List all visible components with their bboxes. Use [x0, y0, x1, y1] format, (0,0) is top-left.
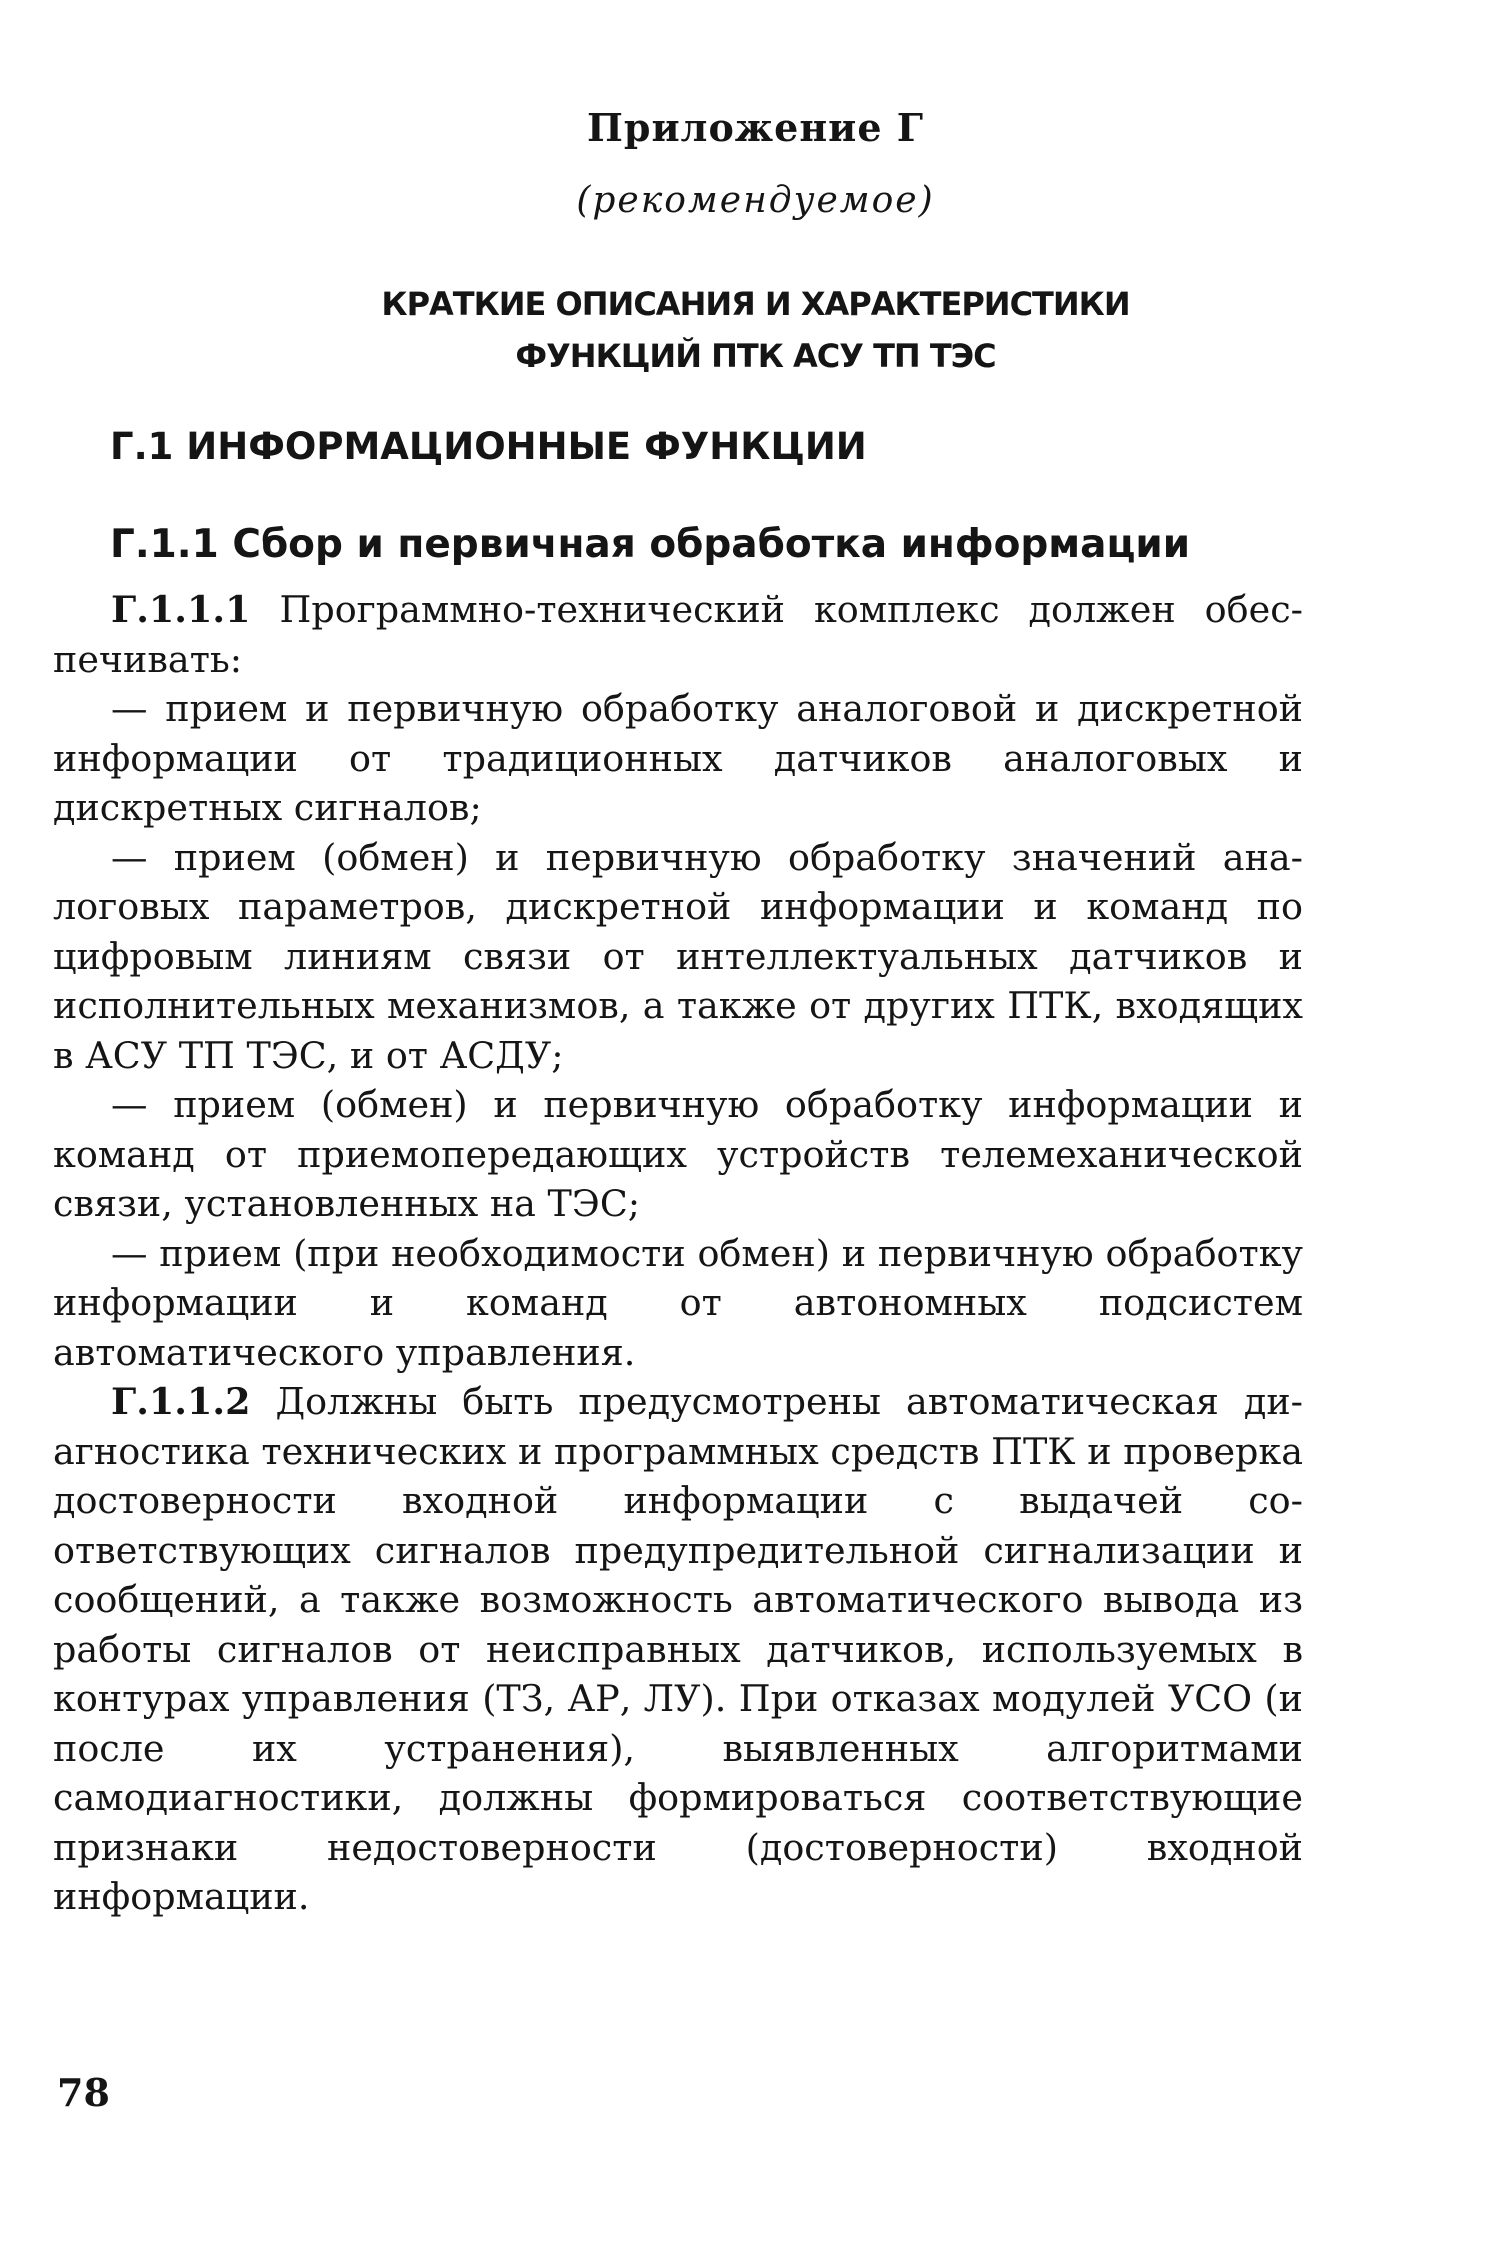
list-item: — прием и первичную обработку аналоговой и дискретной информации от традиционных датчиков аналоговых и дискретных сигналов; — [53, 687, 1303, 829]
paragraph-1 — [53, 585, 1303, 684]
document-title-line-2: ФУНКЦИЙ ПТК АСУ ТП ТЭС — [515, 337, 996, 375]
list-item: — прием (при необходимости обмен) и первичную обработку информации и команд от автономных подсистем автоматического управления. — [53, 1231, 1303, 1374]
body-text — [53, 585, 1303, 1922]
paragraph-2 — [53, 1377, 1303, 1922]
paragraph-text: Программно-технический комплекс должен обеспечивать: — [53, 588, 1303, 681]
appendix-subtitle: (рекомендуемое) — [576, 180, 935, 221]
page-number: 78 — [57, 2070, 110, 2115]
section-heading: Г.1 ИНФОРМАЦИОННЫЕ ФУНКЦИИ — [110, 425, 867, 468]
appendix-title: Приложение Г — [587, 105, 924, 150]
list-item: — прием (обмен) и первичную обработку значений аналоговых параметров, дискретной информации и команд по цифровым линиям связи от интеллектуальных датчиков и исполнительных механизмов, а также от других ПТК, входящих в АСУ ТП ТЭС, и от АСДУ; — [53, 835, 1303, 1077]
list-item: — прием (обмен) и первичную обработку информации и команд от приемопередающих устройств телемеханической связи, установленных на ТЭС; — [53, 1083, 1303, 1225]
paragraph-text: Должны быть предусмотрены автоматическая диагностика технических и программных средств ПТК и проверка достоверности входной информации с выдачей соответствующих сигналов предупредительной сигнализации и сообщений, а также возможность автоматического вывода из работы сигналов от неисправных датчиков, используемых в контурах управления (ТЗ, АР, ЛУ). При отказах модулей УСО (и после их устранения), выявленных алгоритмами самодиагностики, должны формироваться соответствующие признаки недостоверности (достоверности) входной информации. — [53, 1380, 1303, 1918]
subsection-heading: Г.1.1 Сбор и первичная обработка информации — [110, 522, 1191, 567]
document-title-line-1: КРАТКИЕ ОПИСАНИЯ И ХАРАКТЕРИСТИКИ — [381, 285, 1130, 323]
clause-number: Г.1.1.1 — [111, 588, 251, 631]
document-title — [0, 278, 1511, 382]
clause-number: Г.1.1.2 — [111, 1380, 251, 1423]
